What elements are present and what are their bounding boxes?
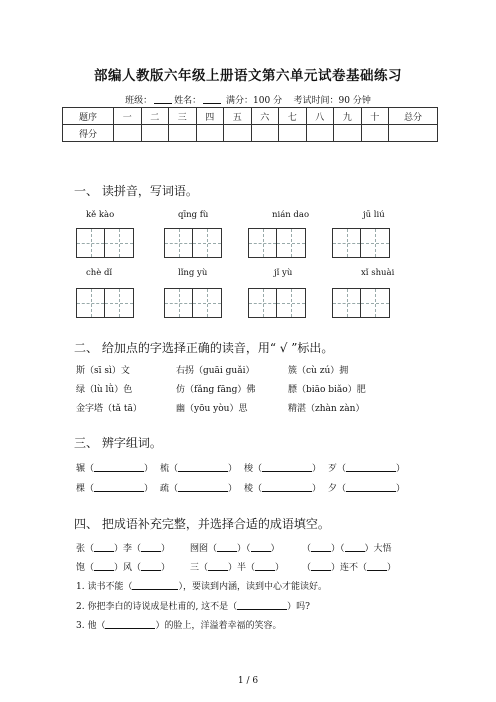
reading-choice-item[interactable]: 仿（fǎng fāng）佛 [176, 385, 256, 395]
page-number: 1 / 6 [237, 676, 259, 686]
pinyin-5: chè dǐ [86, 268, 113, 278]
pinyin-1: kě kào [86, 210, 115, 220]
writing-cell[interactable] [165, 289, 193, 317]
word-group-item: 夕（ ） [328, 484, 406, 494]
sentence-3: 3. 他（ ）的脸上，洋溢着幸福的笑容。 [76, 621, 282, 631]
reading-choice-item[interactable]: 右拐（guāi guǎi） [176, 366, 255, 376]
pinyin-7: jǐ yù [274, 268, 293, 278]
writing-cell[interactable] [165, 229, 193, 257]
pinyin-4: jū liú [363, 210, 385, 220]
answer-blank[interactable] [346, 471, 396, 472]
writing-grid[interactable] [76, 228, 134, 258]
score-table [62, 107, 438, 142]
idiom-item: （ ）连不（ ） [302, 563, 397, 573]
idiom-item: 张（ ）李（ ） [76, 544, 171, 554]
reading-choice-item[interactable]: 金字塔（tǎ tā） [76, 404, 142, 414]
idiom-item: 囫囵（ ）（ ） [190, 544, 280, 554]
answer-blank[interactable] [346, 491, 396, 492]
exam-info: 班级： 姓名： 满分：100 分 考试时间：90 分钟 [125, 96, 371, 106]
page-title: 部编人教版六年级上册语文第六单元试卷基础练习 [94, 68, 402, 84]
idiom-item: 饱（ ）风（ ） [76, 563, 171, 573]
writing-grid[interactable] [164, 288, 222, 318]
score-table-score-row: 得分 [63, 125, 438, 142]
word-group-item: 疏（ ） [160, 484, 238, 494]
writing-cell[interactable] [249, 289, 277, 317]
word-group-item: 梳（ ） [160, 464, 238, 474]
writing-cell[interactable] [193, 289, 221, 317]
writing-grid[interactable] [76, 288, 134, 318]
writing-cell[interactable] [361, 229, 389, 257]
word-group-item: 棱（ ） [244, 484, 322, 494]
writing-cell[interactable] [105, 229, 133, 257]
writing-cell[interactable] [333, 289, 361, 317]
answer-blank[interactable] [94, 471, 144, 472]
reading-choice-item[interactable]: 精湛（zhàn zàn） [288, 404, 365, 414]
reading-choice-item[interactable]: 斯（sī sì）文 [76, 366, 130, 376]
section-4-heading: 四、 把成语补充完整，并选择合适的成语填空。 [74, 517, 330, 531]
idiom-item: （ ）（ ）大悟 [302, 544, 392, 554]
word-group-item: 辗（ ） [76, 464, 154, 474]
reading-choice-item[interactable]: 绿（lù lǜ）色 [76, 385, 133, 395]
writing-cell[interactable] [105, 289, 133, 317]
answer-blank[interactable] [237, 609, 287, 610]
writing-grid[interactable] [248, 228, 306, 258]
reading-choice-item[interactable]: 簇（cù zú）拥 [288, 366, 349, 376]
writing-cell[interactable] [333, 229, 361, 257]
answer-blank[interactable] [178, 491, 228, 492]
writing-grid[interactable] [164, 228, 222, 258]
writing-cell[interactable] [277, 289, 305, 317]
score-table-header-row: 题序 一 二 三 四 五 六 七 八 九 十 总分 [63, 108, 438, 125]
writing-cell[interactable] [277, 229, 305, 257]
writing-cell[interactable] [193, 229, 221, 257]
reading-choice-item[interactable]: 幽（yōu yòu）思 [176, 404, 248, 414]
writing-cell[interactable] [77, 229, 105, 257]
idiom-item: 三（ ）半（ ） [190, 563, 285, 573]
answer-blank[interactable] [132, 589, 178, 590]
writing-grid[interactable] [332, 228, 390, 258]
word-group-item: 梭（ ） [244, 464, 322, 474]
writing-cell[interactable] [77, 289, 105, 317]
class-blank [154, 103, 172, 104]
section-3-heading: 三、 辨字组词。 [74, 436, 162, 450]
pinyin-8: xǐ shuài [361, 268, 395, 278]
sentence-1: 1. 读书不能（ ），要读到内涵，读到中心才能读好。 [76, 582, 327, 592]
section-1-heading: 一、 读拼音，写词语。 [74, 184, 198, 198]
writing-cell[interactable] [361, 289, 389, 317]
word-group-item: 棵（ ） [76, 484, 154, 494]
pinyin-2: qīng fù [178, 210, 209, 220]
pinyin-6: lǐng yù [178, 268, 208, 278]
answer-blank[interactable] [94, 491, 144, 492]
writing-cell[interactable] [249, 229, 277, 257]
answer-blank[interactable] [178, 471, 228, 472]
section-2-heading: 二、 给加点的字选择正确的读音，用“ √ ”标出。 [74, 341, 334, 355]
sentence-2: 2. 你把李白的诗说成是杜甫的, 这不是（ ）吗? [76, 602, 310, 612]
answer-blank[interactable] [262, 491, 312, 492]
word-group-item: 歹（ ） [328, 464, 406, 474]
name-blank [203, 103, 221, 104]
answer-blank[interactable] [105, 628, 155, 629]
reading-choice-item[interactable]: 膘（biāo biǎo）肥 [288, 385, 366, 395]
writing-grid[interactable] [332, 288, 390, 318]
answer-blank[interactable] [262, 471, 312, 472]
pinyin-3: nián dao [272, 210, 310, 220]
writing-grid[interactable] [248, 288, 306, 318]
